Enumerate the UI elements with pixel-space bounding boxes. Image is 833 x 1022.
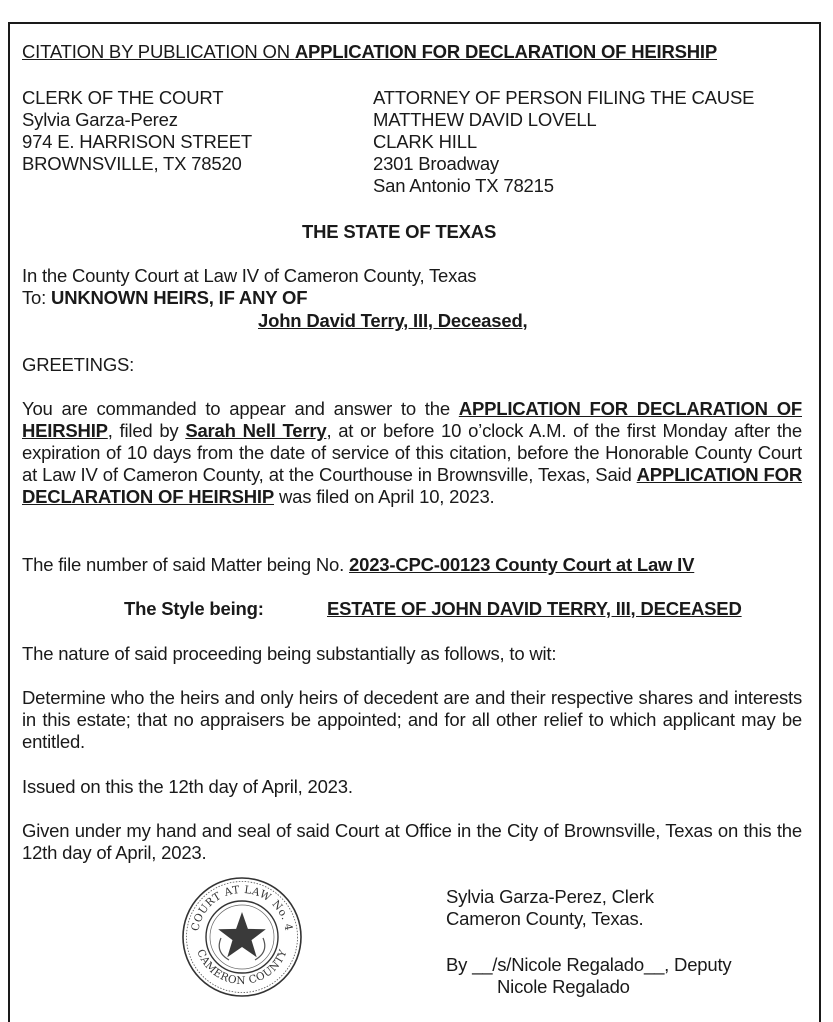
clerk-street: 974 E. HARRISON STREET xyxy=(22,131,252,152)
given-paragraph: Given under my hand and seal of said Court at Office in the City of Brownsville, Texas on this the 12th day of April, 2023. xyxy=(22,820,802,863)
file-number-label: The file number of said Matter being No. xyxy=(22,554,350,575)
seal-top-text: COURT AT LAW No. 4 xyxy=(189,883,295,933)
to-label: To: xyxy=(22,287,52,308)
state-heading: THE STATE OF TEXAS xyxy=(302,221,497,242)
deceased-name: John David Terry, III, Deceased, xyxy=(258,310,528,331)
greetings: GREETINGS: xyxy=(22,354,135,375)
heading-prefix: CITATION BY PUBLICATION ON xyxy=(22,41,295,62)
command-paragraph xyxy=(22,398,802,508)
style-value: ESTATE OF JOHN DAVID TERRY, III, DECEASED xyxy=(327,598,742,619)
attorney-label: ATTORNEY OF PERSON FILING THE CAUSE xyxy=(373,87,755,108)
command-text-2: , filed by xyxy=(107,420,186,441)
signature-clerk: Sylvia Garza-Perez, Clerk xyxy=(446,886,654,907)
signature-county: Cameron County, Texas. xyxy=(446,908,644,929)
svg-text:CAMERON COUNTY xyxy=(194,947,290,987)
nature-line: The nature of said proceeding being substantially as follows, to wit: xyxy=(22,643,557,664)
clerk-name: Sylvia Garza-Perez xyxy=(22,109,178,130)
style-label: The Style being: xyxy=(124,598,264,619)
attorney-name: MATTHEW DAVID LOVELL xyxy=(373,109,597,130)
application-title-2: APPLICATION FOR DECLARATION OF HEIRSHIP xyxy=(22,464,803,507)
attorney-firm: CLARK HILL xyxy=(373,131,477,152)
signature-by: By __/s/Nicole Regalado__, Deputy xyxy=(446,954,732,975)
to-heirs: UNKNOWN HEIRS, IF ANY OF xyxy=(51,287,308,308)
applicant-name: Sarah Nell Terry xyxy=(185,420,327,441)
heading-title: APPLICATION FOR DECLARATION OF HEIRSHIP xyxy=(294,41,717,62)
attorney-street: 2301 Broadway xyxy=(373,153,499,174)
to-line xyxy=(22,287,307,309)
issued-line: Issued on this the 12th day of April, 2023. xyxy=(22,776,353,797)
seal-bottom-text: CAMERON COUNTY xyxy=(194,947,290,988)
command-text-4: was filed on April 10, 2023. xyxy=(274,486,495,507)
file-number: 2023-CPC-00123 County Court at Law IV xyxy=(349,554,695,575)
clerk-city: BROWNSVILLE, TX 78520 xyxy=(22,153,242,174)
application-title-1: APPLICATION FOR DECLARATION OF HEIRSHIP xyxy=(22,398,802,441)
attorney-city: San Antonio TX 78215 xyxy=(373,175,554,196)
citation-heading xyxy=(22,41,717,63)
file-number-line xyxy=(22,554,694,576)
clerk-label: CLERK OF THE COURT xyxy=(22,87,224,108)
command-text-1: You are commanded to appear and answer to the xyxy=(22,398,459,419)
court-seal-icon xyxy=(181,876,303,998)
seal-star-icon xyxy=(218,912,266,957)
court-line: In the County Court at Law IV of Cameron County, Texas xyxy=(22,265,477,286)
determine-paragraph: Determine who the heirs and only heirs of decedent are and their respective shares and interests in this estate; that no appraisers be appointed; and for all other relief to which applicant may be entitled. xyxy=(22,687,802,752)
command-text-3: , at or before 10 o’clock A.M. of the first Monday after the expiration of 10 days from the date of service of this citation, before the Honorable County Court at Law IV of Cameron County, at the Courthouse in Brownsville, Texas, Said xyxy=(22,420,802,485)
deputy-name: Nicole Regalado xyxy=(497,976,630,997)
